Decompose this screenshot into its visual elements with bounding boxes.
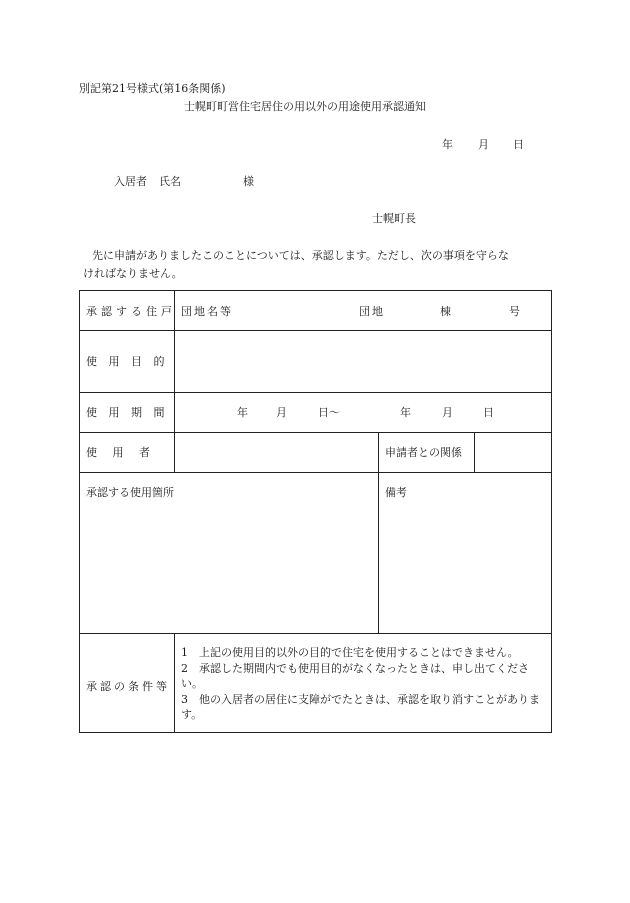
period-label: 使 用 期 間 [86,406,169,419]
period-start-month: 月 [276,406,287,419]
form-number: 別記第21号様式(第16条関係) [79,82,226,95]
conditions-label: 承認の条件等 [86,680,170,693]
body-line-2: ければなりません。 [83,267,183,280]
document-title: 士幌町町営住宅居住の用以外の用途使用承認通知 [184,100,426,113]
location-label: 承認する使用箇所 [86,486,174,499]
condition-2: 2 承認した期間内でも使用目的がなくなったときは、申し出てください。 [181,662,529,690]
remarks-label: 備考 [385,486,407,499]
date-day-label: 日 [513,138,524,151]
honorific: 様 [243,175,254,188]
name-label: 氏名 [159,175,181,188]
danchi-name-label: 団地名等 [181,305,233,318]
resident-label: 入居者 [114,175,147,188]
sender-title: 士幌町長 [372,212,416,225]
body-line-1: 先に申請がありましたこのことについては、承認します。ただし、次の事項を守らな [92,249,509,262]
row-divider [80,633,551,634]
mid-column-divider [378,432,379,633]
user-label: 使 用 者 [86,446,156,459]
label-column-divider [174,633,175,732]
period-start-year: 年 [237,406,248,419]
condition-1: 1 上記の使用目的以外の目的で住宅を使用することはできません。 [181,646,519,659]
dwelling-label: 承認する住戸 [86,305,176,318]
row-divider [80,330,551,331]
danchi-label: 団地 [359,305,385,318]
row-divider [80,472,551,473]
purpose-label: 使 用 目 的 [86,355,169,368]
building-label: 棟 [440,305,451,318]
date-month-label: 月 [478,138,489,151]
date-year-label: 年 [442,138,453,151]
row-divider [80,432,551,433]
unit-number-label: 号 [509,305,520,318]
period-end-month: 月 [442,406,453,419]
row-divider [80,392,551,393]
relation-label: 申請者との関係 [385,446,462,459]
label-column-divider [174,291,175,472]
condition-3: 3 他の入居者の居住に支障がでたときは、承認を取り消すことがあります。 [181,693,540,721]
relation-column-divider [474,432,475,472]
period-start-day: 日～ [318,406,340,419]
period-end-year: 年 [400,406,411,419]
period-end-day: 日 [483,406,494,419]
